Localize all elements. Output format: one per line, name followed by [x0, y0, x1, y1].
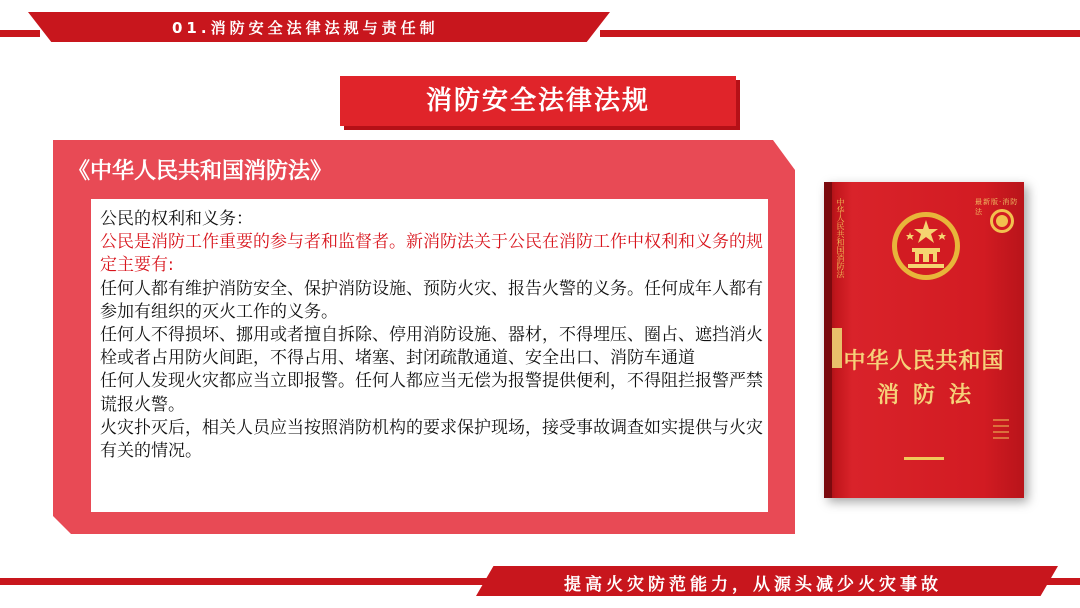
content-text	[100, 208, 768, 463]
section-label: 01.消防安全法律法规与责任制	[172, 19, 439, 37]
book-spine-text: 中华人民共和国消防法	[836, 198, 845, 278]
paragraph-rights-heading: 公民的权利和义务：	[100, 209, 253, 229]
book-subtitle: 消防法	[876, 382, 985, 408]
book-spine	[824, 182, 832, 498]
book-badge: 最新版·消防法	[975, 198, 1019, 216]
book-seal-icon	[989, 208, 1015, 234]
header-bar	[0, 12, 1080, 42]
panel-heading: 《中华人民共和国消防法》	[68, 159, 333, 184]
book-publisher-mark	[824, 456, 1024, 462]
footer-stripe-left	[0, 578, 500, 585]
paragraph-duty-report: 任何人都有维护消防安全、保护消防设施、预防火灾、报告火警的义务。任何成年人都有参加有组织的灭火工作的义务。	[100, 278, 763, 322]
header-stripe-left	[0, 30, 40, 37]
paragraph-duty-facilities: 任何人不得损坏、挪用或者擅自拆除、停用消防设施、器材，不得埋压、圈占、遮挡消火栓或者占用防火间距，不得占用、堵塞、封闭疏散通道、安全出口、消防车通道	[100, 325, 763, 369]
title-banner	[340, 76, 736, 126]
footer-slogan: 提高火灾防范能力，从源头减少火灾事故	[564, 575, 942, 595]
page-title: 消防安全法律法规	[425, 86, 650, 116]
footer-bar	[0, 566, 1080, 600]
book-title: 中华人民共和国	[843, 348, 1005, 374]
paragraph-duty-investigation: 火灾扑灭后，相关人员应当按照消防机构的要求保护现场，接受事故调查如实提供与火灾有关的情况。	[100, 417, 763, 462]
paragraph-duty-alarm: 任何人发现火灾都应当立即报警。任何人都应当无偿为报警提供便利，不得阻拦报警严禁谎报火警。	[100, 371, 763, 415]
national-emblem-icon	[890, 210, 962, 282]
header-stripe-right	[600, 30, 1080, 37]
book-decorative-lines	[991, 418, 1011, 454]
fire-law-book-cover	[824, 182, 1024, 498]
paragraph-intro: 公民是消防工作重要的参与者和监督者。新消防法关于公民在消防工作中权利和义务的规定主要有:	[100, 232, 763, 276]
footer-stripe-right	[1040, 578, 1080, 585]
